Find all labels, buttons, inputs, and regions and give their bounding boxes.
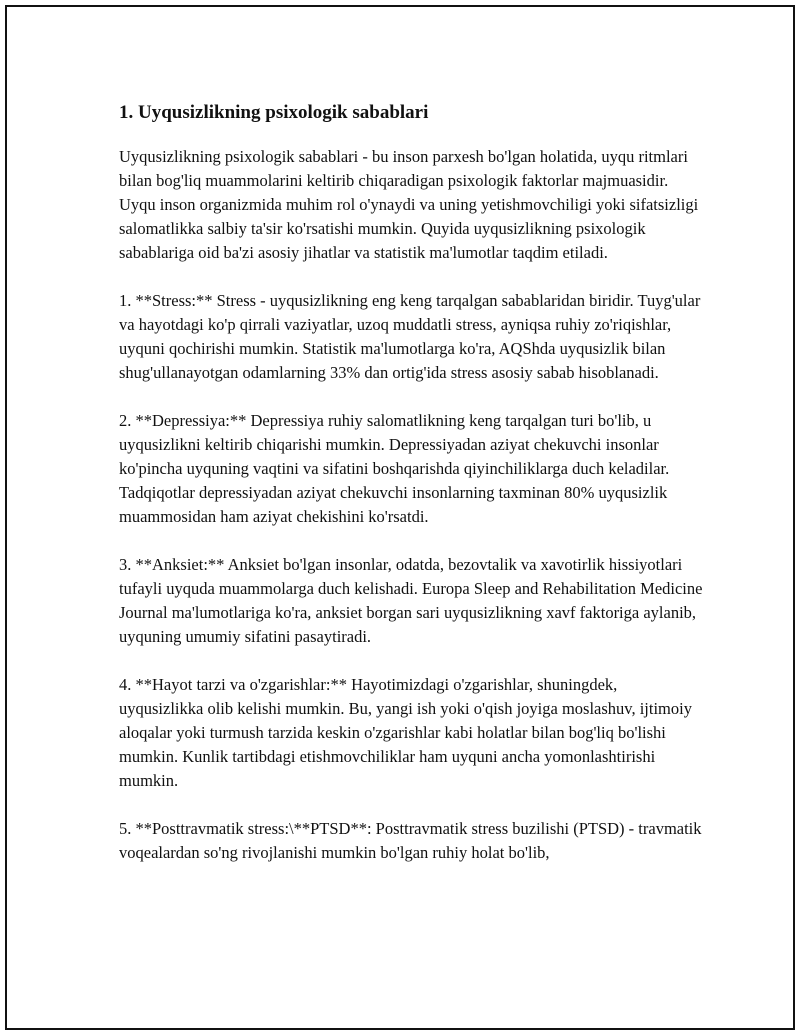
- paragraph-ptsd: 5. **Posttravmatik stress:\**PTSD**: Posttravmatik stress buzilishi (PTSD) - travmatik voqealardan so'ng rivojlanishi mumkin bo'lgan ruhiy holat bo'lib,: [119, 819, 702, 862]
- intro-paragraph: Uyqusizlikning psixologik sabablari - bu inson parxesh bo'lgan holatida, uyqu ritmlari bilan bog'liq muammolarini keltirib chiqaradigan psixologik faktorlar majmuasidir. Uyqu inson organizmida muhim rol o'ynaydi va uning yetishmovchiligi yoki sifatsizligi salomatlikka salbiy ta'sir ko'rsatishi mumkin. Quyida uyqusizlikning psixologik sabablariga oid ba'zi asosiy jihatlar va statistik ma'lumotlar taqdim etiladi.: [119, 147, 699, 262]
- paragraph-depression: 2. **Depressiya:** Depressiya ruhiy salomatlikning keng tarqalgan turi bo'lib, u uyqusizlikni keltirib chiqarishi mumkin. Depressiyadan aziyat chekuvchi insonlar ko'pincha uyquning vaqtini va sifatini boshqarishda qiyinchiliklarga duch keladilar. Tadqiqotlar depressiyadan aziyat chekuvchi insonlarning taxminan 80% uyqusizlik muammosidan ham aziyat chekishini ko'rsatdi.: [119, 411, 670, 526]
- section-heading: 1. Uyqusizlikning psixologik sabablari: [119, 102, 429, 123]
- paragraph-stress: 1. **Stress:** Stress - uyqusizlikning eng keng tarqalgan sabablaridan biridir. Tuyg'ular va hayotdagi ko'p qirrali vaziyatlar, uzoq muddatli stress, ayniqsa ruhiy zo'riqishlar, uyquni qochirishi mumkin. Statistik ma'lumotlarga ko'ra, AQShda uyqusizlik bilan shug'ullanayotgan odamlarning 33% dan ortig'ida stress asosiy sabab hisoblanadi.: [119, 291, 701, 382]
- paragraph-lifestyle: 4. **Hayot tarzi va o'zgarishlar:** Hayotimizdagi o'zgarishlar, shuningdek, uyqusizlikka olib kelishi mumkin. Bu, yangi ish yoki o'qish joyiga moslashuv, ijtimoiy aloqalar yoki turmush tarzida keskin o'zgarishlar kabi holatlar bilan bog'liq bo'lishi mumkin. Kunlik tartibdagi etishmovchiliklar ham uyquni ancha yomonlashtirishi mumkin.: [119, 675, 692, 790]
- document-content: [119, 93, 704, 889]
- document-page: [5, 5, 795, 1030]
- paragraph-anxiety: 3. **Anksiet:** Anksiet bo'lgan insonlar, odatda, bezovtalik va xavotirlik hissiyotlari tufayli uyquda muammolarga duch kelishadi. Europa Sleep and Rehabilitation Medicine Journal ma'lumotlariga ko'ra, anksiet borgan sari uyqusizlikning xavf faktoriga aylanib, uyquning umumiy sifatini pasaytiradi.: [119, 555, 703, 646]
